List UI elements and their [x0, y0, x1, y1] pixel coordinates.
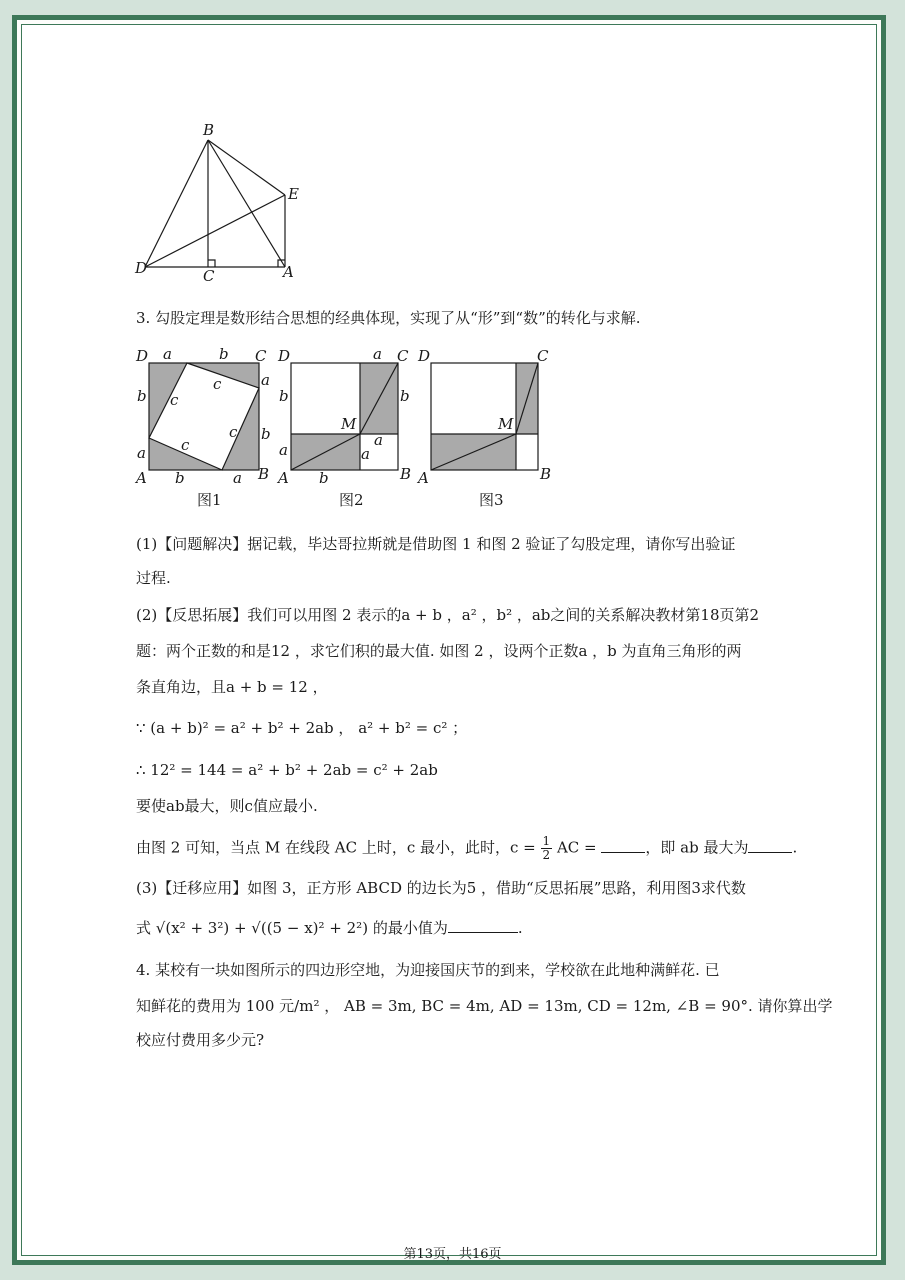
q3-part3-pre: 式 [136, 919, 152, 937]
fig1-c-4: c [181, 436, 190, 454]
fig2-M: M [341, 415, 357, 433]
label-D: D [135, 259, 148, 277]
q3-part3-line2 [136, 918, 523, 938]
fig2-b-bottom: b [319, 469, 329, 487]
q3-eq1: ∵ (a + b)² = a² + b² + 2ab ， a² + b² = c² ； [136, 719, 468, 737]
q3-part2-line3: 条直角边，且a + b = 12 ， [136, 678, 328, 696]
q4-line1: 4. 某校有一块如图所示的四边形空地，为迎接国庆节的到来，学校欲在此地种满鲜花. 已 [136, 961, 720, 979]
q3-eq4-mid2: ，即 ab 最大为 [645, 838, 749, 857]
q3-eq3: 要使ab最大，则c值应最小. [136, 797, 318, 815]
fig1-b-left: b [137, 387, 147, 405]
fig1-D: D [136, 347, 149, 365]
q3-intro: 3. 勾股定理是数形结合思想的经典体现，实现了从“形”到“数”的转化与求解. [136, 309, 641, 327]
fig2-b-left: b [279, 387, 289, 405]
q3-eq4-mid: AC = [556, 838, 597, 857]
fig2-a-mid1: a [374, 431, 383, 449]
fig1-b-top: b [219, 345, 229, 363]
label-E: E [288, 185, 299, 203]
fig2-a-left: a [279, 441, 288, 459]
fig2-D: D [278, 347, 291, 365]
fig1-c-1: c [170, 391, 179, 409]
q3-part2-line1: (2)【反思拓展】我们可以用图 2 表示的a + b ，a² ，b² ，ab之间的关系解决教材第18页第2 [136, 606, 760, 624]
page-number-footer: 第13页，共16页 [403, 1247, 502, 1262]
fig1-a-right: a [261, 371, 270, 389]
q4-line2: 知鲜花的费用为 100 元/m² ， AB = 3m, BC = 4m, AD = 13m, CD = 12m, ∠B = 90°. 请你算出学 [136, 997, 833, 1015]
fig2-a-mid2: a [361, 445, 370, 463]
fig1-c-2: c [213, 375, 222, 393]
fig2-B: B [400, 465, 412, 483]
q3-eq4-end: . [792, 838, 798, 857]
q3-eq4-pre: 由图 2 可知，当点 M 在线段 AC 上时，c 最小，此时，c = [136, 838, 536, 857]
triangle-figure [130, 115, 310, 285]
answer-blank-ab-max[interactable] [748, 838, 792, 853]
fig2-b-right: b [400, 387, 410, 405]
answer-blank-min[interactable] [448, 918, 518, 933]
figure-3 [415, 343, 565, 513]
q3-eq4 [136, 835, 797, 862]
fig2-a-top: a [373, 345, 382, 363]
fig1-b-bottom: b [175, 469, 185, 487]
answer-blank-ac[interactable] [601, 838, 645, 853]
fig1-caption: 图1 [197, 491, 222, 509]
fraction-one-half [541, 835, 553, 862]
q3-part3-expression: √(x² + 3²) + √((5 − x)² + 2²) [155, 919, 369, 937]
fig3-caption: 图3 [479, 491, 504, 509]
fig3-B: B [540, 465, 552, 483]
fig1-b-right: b [261, 425, 271, 443]
fig1-a-bottom: a [233, 469, 242, 487]
frac-numerator: 1 [542, 834, 551, 848]
fig3-M: M [498, 415, 514, 433]
fig1-B: B [258, 465, 270, 483]
fig2-A: A [278, 469, 289, 487]
fig3-D: D [418, 347, 431, 365]
fig3-C: C [537, 347, 549, 365]
q3-part2-line2: 题：两个正数的和是12 ，求它们积的最大值. 如图 2 ，设两个正数a ，b 为直角三角形的两 [136, 642, 742, 660]
fig1-A: A [136, 469, 147, 487]
label-C: C [203, 267, 215, 285]
fig3-A: A [418, 469, 429, 487]
q3-part3-line1: (3)【迁移应用】如图 3，正方形 ABCD 的边长为5 ，借助“反思拓展”思路，利用图3求代数 [136, 879, 746, 897]
fig2-caption: 图2 [339, 491, 364, 509]
figure-1 [133, 343, 283, 513]
label-B: B [203, 121, 215, 139]
q3-part1-line1: (1)【问题解决】据记载，毕达哥拉斯就是借助图 1 和图 2 验证了勾股定理，请你写出验证 [136, 535, 736, 553]
fig1-C: C [255, 347, 267, 365]
fig2-C: C [397, 347, 409, 365]
q3-eq2: ∴ 12² = 144 = a² + b² + 2ab = c² + 2ab [136, 761, 438, 779]
fig1-c-3: c [229, 423, 238, 441]
frac-denominator: 2 [542, 848, 551, 862]
label-A: A [283, 263, 294, 281]
fig1-a-left: a [137, 444, 146, 462]
q4-line3: 校应付费用多少元? [136, 1031, 265, 1049]
fig1-a-top: a [163, 345, 172, 363]
figure-2 [275, 343, 425, 513]
q3-part3-end: . [517, 919, 523, 937]
q3-part1-line2: 过程. [136, 569, 171, 587]
q3-part3-post: 的最小值为 [372, 919, 448, 937]
